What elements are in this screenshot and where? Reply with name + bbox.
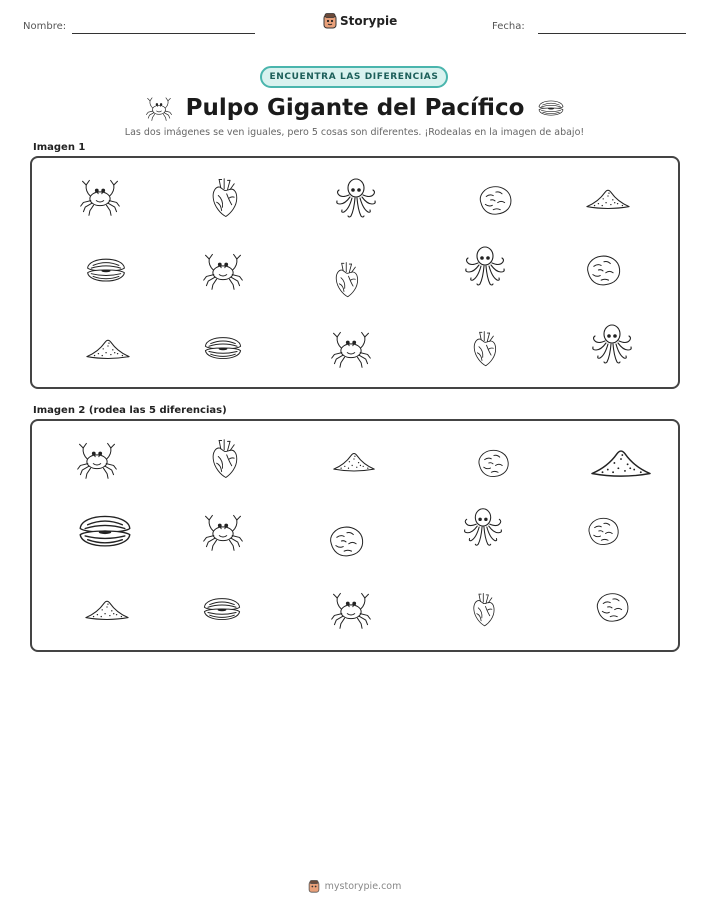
clam-icon[interactable] [74,500,136,562]
brand-logo [323,13,397,29]
heart-icon[interactable] [204,438,246,480]
image1-label: Imagen 1 [33,142,86,153]
sand-icon[interactable] [331,436,377,482]
crab-icon[interactable] [200,508,246,554]
clam-icon [201,326,245,370]
rock-icon[interactable] [472,442,514,484]
brand-name: Storypie [340,14,398,28]
title-crab-icon [144,93,174,123]
heart-icon [466,330,504,368]
image2-panel[interactable] [30,419,680,652]
find-differences-badge [260,66,448,88]
storypie-mascot-icon [323,13,337,29]
badge-label: ENCUENTRA LAS DIFERENCIAS [269,72,439,82]
octopus-icon [587,319,637,369]
image1-panel [30,156,680,389]
rock-icon[interactable] [582,510,624,552]
crab-icon [200,247,246,293]
name-field[interactable] [72,33,255,34]
clam-icon [83,247,129,293]
heart-icon [204,177,246,219]
sand-icon[interactable] [83,583,131,631]
heart-icon[interactable] [466,592,502,628]
crab-icon[interactable] [328,586,374,632]
image2-label: Imagen 2 (rodea las 5 diferencias) [33,405,227,416]
sand-icon [84,322,132,370]
heart-icon [328,261,366,299]
rock-icon[interactable] [590,585,634,629]
sand-icon [584,172,632,220]
date-label: Fecha: [492,21,525,32]
crab-icon[interactable] [74,436,120,482]
octopus-icon [460,241,510,291]
clam-icon[interactable] [200,587,244,631]
footer [0,880,709,893]
date-field[interactable] [538,33,686,34]
page-title [150,91,560,125]
name-label: Nombre: [23,21,67,32]
crab-icon [328,325,374,371]
sand-icon[interactable] [588,426,654,492]
footer-mascot-icon [308,880,320,893]
title-clam-icon [536,93,566,123]
octopus-icon[interactable] [459,503,507,551]
footer-url: mystorypie.com [324,881,402,892]
instructions: Las dos imágenes se ven iguales, pero 5 cosas son diferentes. ¡Rodealas en la imagen de abajo! [124,127,585,138]
rock-icon [580,247,626,293]
rock-icon[interactable] [323,518,369,564]
octopus-icon [331,173,381,223]
title-text: Pulpo Gigante del Pacífico [185,95,525,121]
rock-icon [473,178,517,222]
crab-icon [77,173,123,219]
